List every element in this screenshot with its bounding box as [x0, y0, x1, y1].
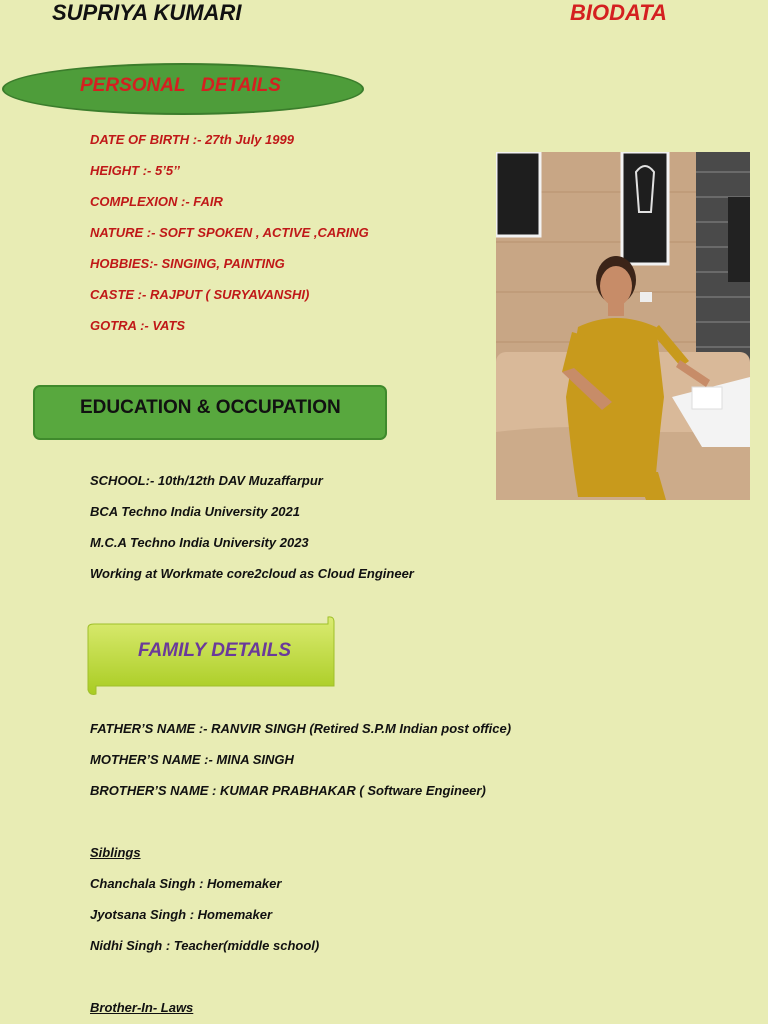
- profile-photo: [496, 152, 750, 500]
- caste: CASTE :- RAJPUT ( SURYAVANSHI): [90, 287, 310, 302]
- date-of-birth: DATE OF BIRTH :- 27th July 1999: [90, 132, 294, 147]
- photo-illustration: [496, 152, 750, 500]
- family-details-heading: FAMILY DETAILS: [138, 640, 292, 661]
- sibling-item: Jyotsana Singh : Homemaker: [90, 907, 273, 922]
- siblings-heading: Siblings: [90, 845, 141, 860]
- gotra: GOTRA :- VATS: [90, 318, 186, 333]
- personal-details-heading: PERSONAL DETAILS: [80, 75, 281, 96]
- father-name: FATHER’S NAME :- RANVIR SINGH (Retired S.P.M Indian post office): [90, 721, 512, 736]
- mother-name: MOTHER’S NAME :- MINA SINGH: [90, 752, 294, 767]
- hobbies: HOBBIES:- SINGING, PAINTING: [90, 256, 285, 271]
- occupation: Working at Workmate core2cloud as Cloud Engineer: [90, 566, 414, 581]
- bca-degree: BCA Techno India University 2021: [90, 504, 300, 519]
- complexion: COMPLEXION :- FAIR: [90, 194, 223, 209]
- education-heading: EDUCATION & OCCUPATION: [80, 397, 341, 418]
- document-title: BIODATA: [570, 0, 667, 25]
- person-name: SUPRIYA KUMARI: [52, 0, 242, 25]
- sibling-item: Nidhi Singh : Teacher(middle school): [90, 938, 320, 953]
- sibling-item: Chanchala Singh : Homemaker: [90, 876, 282, 891]
- brother-in-laws-heading: Brother-In- Laws: [90, 1000, 194, 1015]
- mca-degree: M.C.A Techno India University 2023: [90, 535, 309, 550]
- school: SCHOOL:- 10th/12th DAV Muzaffarpur: [90, 473, 323, 488]
- height: HEIGHT :- 5’5’’: [90, 163, 180, 178]
- nature: NATURE :- SOFT SPOKEN , ACTIVE ,CARING: [90, 225, 369, 240]
- brother-name: BROTHER’S NAME : KUMAR PRABHAKAR ( Software Engineer): [90, 783, 486, 798]
